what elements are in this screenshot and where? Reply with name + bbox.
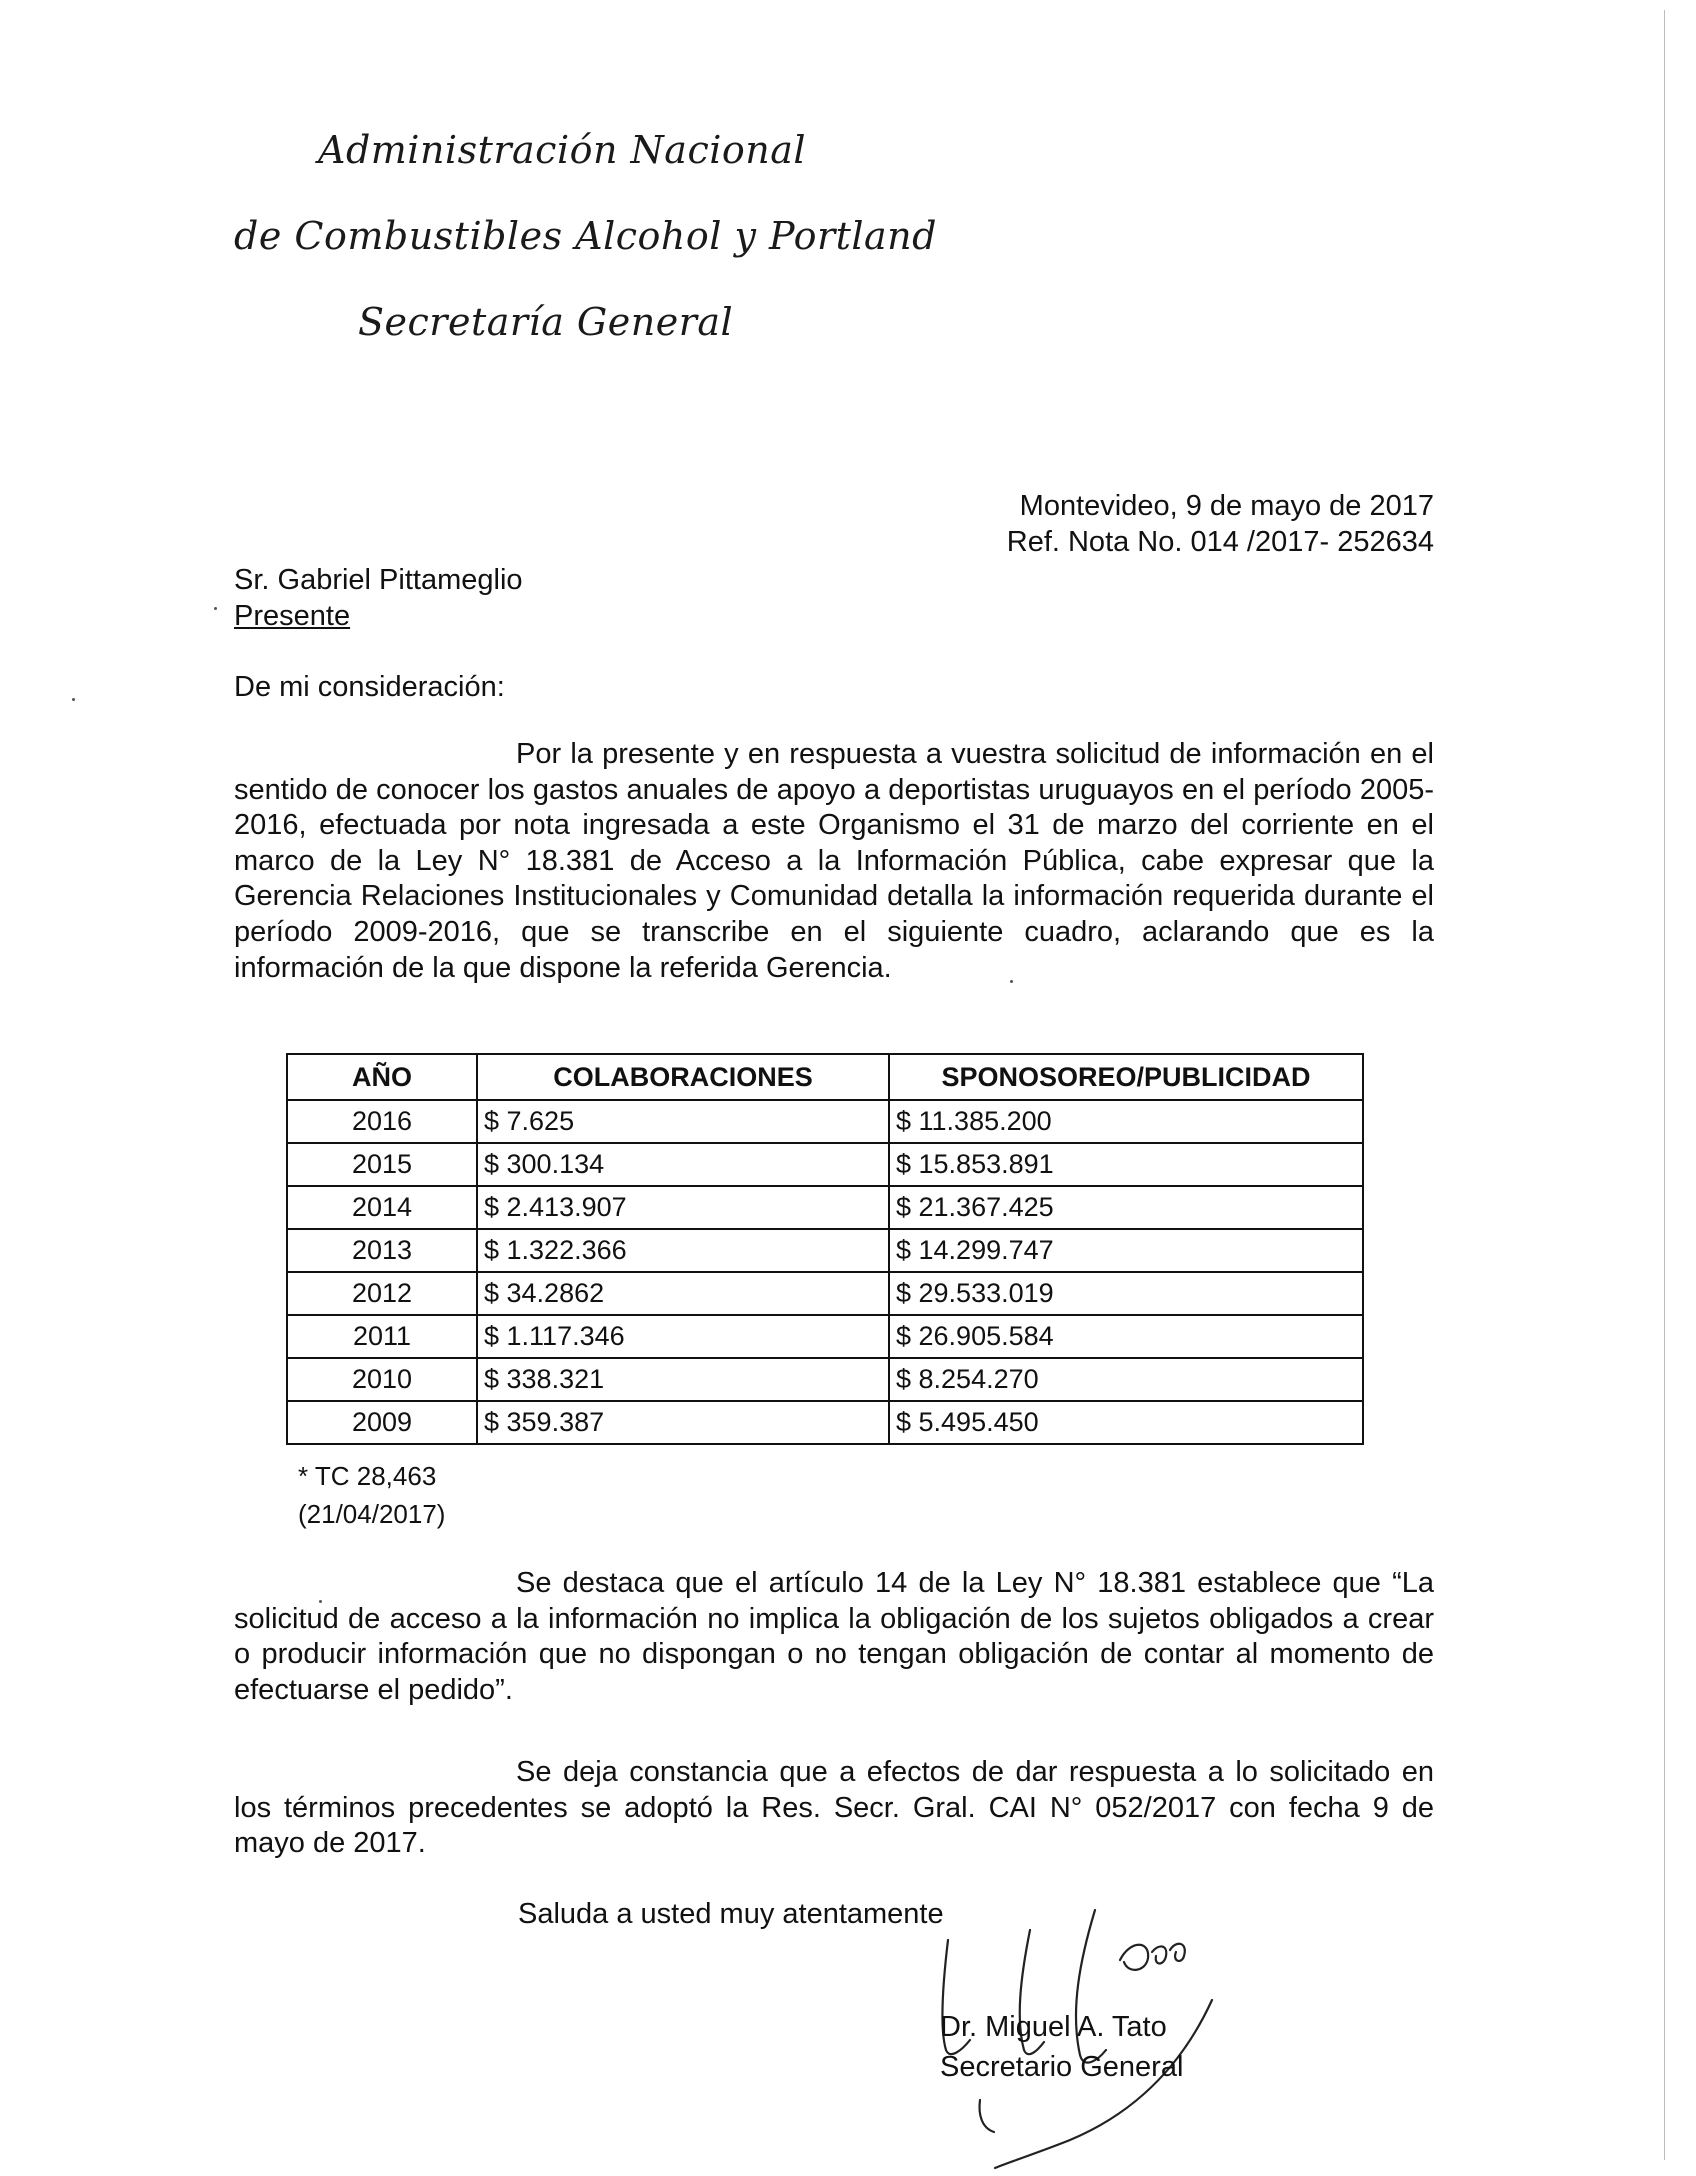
cell-sponsoreo: $ 26.905.584 (889, 1315, 1363, 1358)
header-colaboraciones: COLABORACIONES (477, 1054, 889, 1100)
cell-sponsoreo: $ 8.254.270 (889, 1358, 1363, 1401)
paragraph-3 (234, 1755, 1434, 1862)
table-row (287, 1358, 1363, 1401)
header-year: AÑO (287, 1054, 477, 1100)
cell-sponsoreo: $ 21.367.425 (889, 1186, 1363, 1229)
recipient-name: Sr. Gabriel Pittameglio (234, 564, 523, 596)
cell-sponsoreo: $ 14.299.747 (889, 1229, 1363, 1272)
table-row (287, 1315, 1363, 1358)
letterhead-line-1: Administración Nacional (318, 128, 807, 172)
paragraph-1 (234, 737, 1434, 986)
cell-colaboraciones: $ 1.322.366 (477, 1229, 889, 1272)
cell-sponsoreo: $ 11.385.200 (889, 1100, 1363, 1143)
paragraph-2 (234, 1566, 1434, 1708)
cell-sponsoreo: $ 29.533.019 (889, 1272, 1363, 1315)
cell-year: 2013 (287, 1229, 477, 1272)
cell-year: 2011 (287, 1315, 477, 1358)
cell-year: 2014 (287, 1186, 477, 1229)
table-row (287, 1186, 1363, 1229)
header-sponsoreo: SPONOSOREO/PUBLICIDAD (889, 1054, 1363, 1100)
scan-speck (72, 698, 75, 701)
table-header-row (287, 1054, 1363, 1100)
table-row (287, 1401, 1363, 1444)
cell-year: 2015 (287, 1143, 477, 1186)
salutation: De mi consideración: (234, 671, 505, 703)
table-note-rate: * TC 28,463 (298, 1461, 437, 1491)
cell-colaboraciones: $ 300.134 (477, 1143, 889, 1186)
table-row (287, 1272, 1363, 1315)
cell-year: 2009 (287, 1401, 477, 1444)
paragraph-2-text: Se destaca que el artículo 14 de la Ley N° 18.381 establece que “La solicitud de acceso a la información no implica la obligación de los sujetos obligados a crear o producir información que no dispongan o no tengan obligación de contar al momento de efectuarse el pedido”. (234, 1567, 1434, 1706)
cell-colaboraciones: $ 1.117.346 (477, 1315, 889, 1358)
scan-speck (214, 607, 217, 610)
cell-colaboraciones: $ 2.413.907 (477, 1186, 889, 1229)
cell-year: 2016 (287, 1100, 477, 1143)
table-note-date: (21/04/2017) (298, 1499, 446, 1529)
cell-colaboraciones: $ 359.387 (477, 1401, 889, 1444)
cell-sponsoreo: $ 5.495.450 (889, 1401, 1363, 1444)
paragraph-3-text: Se deja constancia que a efectos de dar respuesta a lo solicitado en los términos precedentes se adoptó la Res. Secr. Gral. CAI N° 052/2017 con fecha 9 de mayo de 2017. (234, 1756, 1434, 1860)
place-date: Montevideo, 9 de mayo de 2017 (1019, 490, 1434, 522)
letterhead-line-3: Secretaría General (358, 300, 734, 344)
signatory-name: Dr. Miguel A. Tato (940, 2011, 1167, 2043)
cell-colaboraciones: $ 338.321 (477, 1358, 889, 1401)
scan-speck (319, 1600, 322, 1603)
cell-year: 2012 (287, 1272, 477, 1315)
letterhead-line-2: de Combustibles Alcohol y Portland (234, 214, 937, 258)
recipient-presente: Presente (234, 600, 351, 632)
scan-edge-line (1664, 10, 1665, 2160)
closing-line: Saluda a usted muy atentamente (518, 1898, 944, 1930)
signatory-title: Secretario General (940, 2051, 1184, 2083)
cell-colaboraciones: $ 34.2862 (477, 1272, 889, 1315)
table-row (287, 1100, 1363, 1143)
reference-number: Ref. Nota No. 014 /2017- 252634 (1006, 526, 1434, 558)
table-row (287, 1143, 1363, 1186)
scan-speck (1010, 980, 1013, 983)
cell-colaboraciones: $ 7.625 (477, 1100, 889, 1143)
paragraph-1-text: Por la presente y en respuesta a vuestra solicitud de información en el sentido de conocer los gastos anuales de apoyo a deportistas uruguayos en el período 2005-2016, efectuada por nota ingresada a este Organismo el 31 de marzo del corriente en el marco de la Ley N° 18.381 de Acceso a la Información Pública, cabe expresar que la Gerencia Relaciones Institucionales y Comunidad detalla la información requerida durante el período 2009-2016, que se transcribe en el siguiente cuadro, aclarando que es la información de la que dispone la referida Gerencia. (234, 738, 1434, 984)
expenses-table (286, 1053, 1364, 1445)
cell-sponsoreo: $ 15.853.891 (889, 1143, 1363, 1186)
cell-year: 2010 (287, 1358, 477, 1401)
table-row (287, 1229, 1363, 1272)
